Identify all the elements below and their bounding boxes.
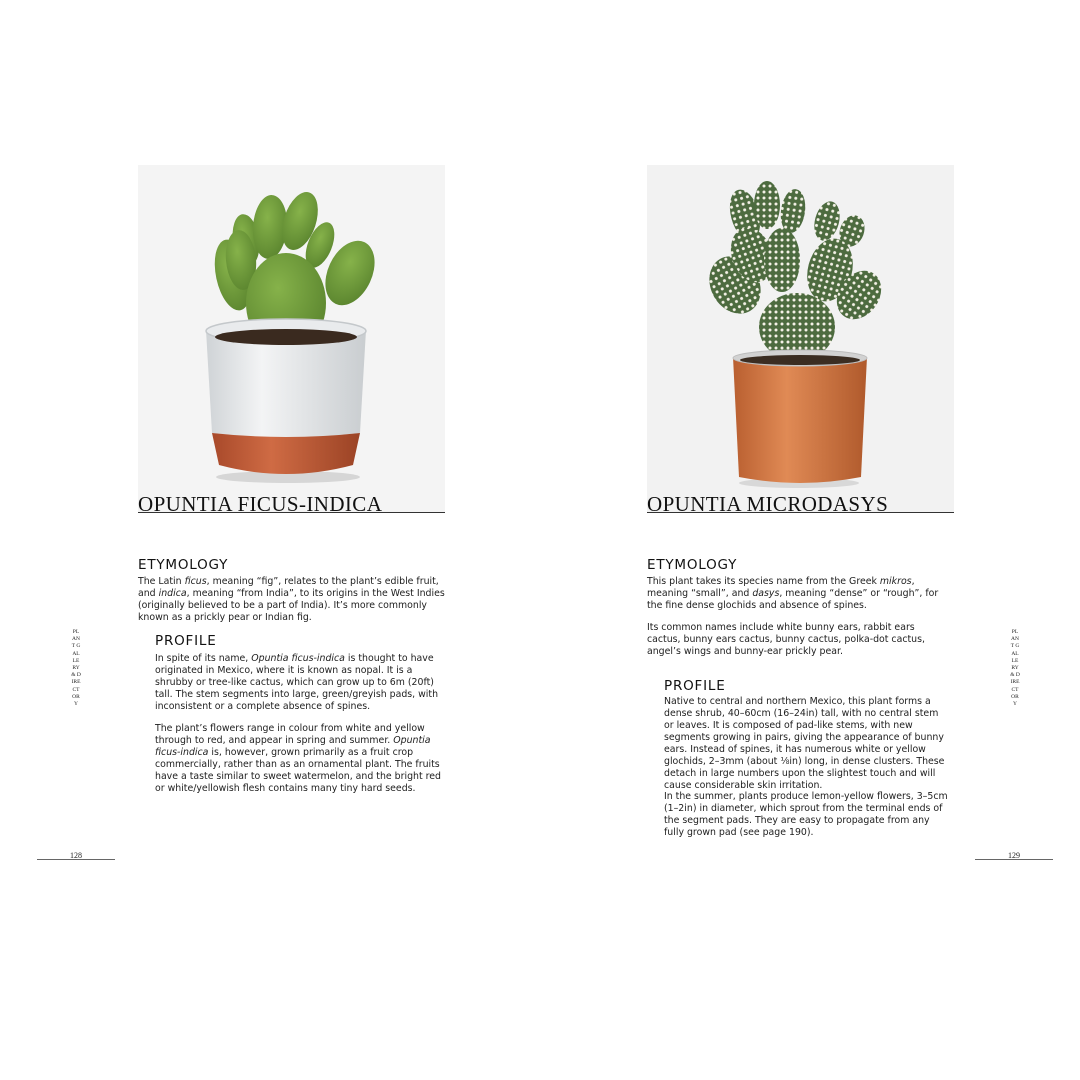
etymology-text-2: Its common names include white bunny ears, rabbit ears cactus, bunny ears cactus, bunny cactus, polka-dot cactus, angel’s wings and bunny-ear prickly pear. [647, 622, 925, 657]
footer-rule-left [37, 859, 115, 860]
plant-title: OPUNTIA MICRODASYS [647, 492, 889, 516]
opuntia-microdasys-photo [647, 165, 954, 512]
opuntia-ficus-indica-photo [138, 165, 445, 512]
title-rule [647, 512, 954, 513]
section-label-right: PLANT GALLERY & DIRECTORY [1010, 629, 1020, 708]
etymology-text: The Latin ficus, meaning “fig”, relates to the plant’s edible fruit, and indica, meaning “from India”, to its origins in the West Indies (originally believed to be a part of India). It’s more commonly known as a prickly pear or Indian fig. [138, 576, 445, 623]
profile-heading: PROFILE [664, 678, 726, 694]
profile-text-1: Native to central and northern Mexico, this plant forms a dense shrub, 40–60cm (16–24in) tall, with no central stem or leaves. It is composed of pad-like stems, with new segments growing in pairs, giving the appearance of bunny ears. Instead of spines, it has numerous white or yellow glochids, 2–3mm (about ⅛in) long, in dense clusters. These detach in large numbers upon the slightest touch and will cause considerable skin irritation. [664, 696, 945, 791]
profile-text-1: In spite of its name, Opuntia ficus-indica is thought to have originated in Mexico, where it is known as nopal. It is a shrubby or tree-like cactus, which can grow up to 6m (20ft) tall. The stem segments into large, green/greyish pads, with inconsistent or a complete absence of spines. [155, 653, 439, 712]
footer-rule-right [975, 859, 1053, 860]
etymology-heading: ETYMOLOGY [647, 557, 738, 573]
profile-text-2: In the summer, plants produce lemon-yellow flowers, 3–5cm (1–2in) in diameter, which sprout from the terminal ends of the segment pads. They are easy to propagate from any fully grown pad (see page 190). [664, 791, 948, 838]
etymology-text-1: This plant takes its species name from the Greek mikros, meaning “small”, and dasys, meaning “dense” or “rough”, for the fine dense glochids and absence of spines. [647, 576, 939, 611]
etymology-heading: ETYMOLOGY [138, 557, 229, 573]
page-number-right: 129 [1008, 851, 1020, 860]
page-number-left: 128 [70, 851, 82, 860]
section-label-left: PLANT GALLERY & DIRECTORY [71, 629, 81, 708]
profile-text-2: The plant’s flowers range in colour from white and yellow through to red, and appear in spring and summer. Opuntia ficus-indica is, however, grown primarily as a fruit crop commercially, rather than as an ornamental plant. The fruits have a taste similar to sweet watermelon, and the bright red or white/yellowish flesh contains many tiny hard seeds. [155, 723, 441, 794]
title-rule [138, 512, 445, 513]
plant-title: OPUNTIA FICUS-INDICA [138, 492, 383, 516]
profile-heading: PROFILE [155, 633, 217, 649]
